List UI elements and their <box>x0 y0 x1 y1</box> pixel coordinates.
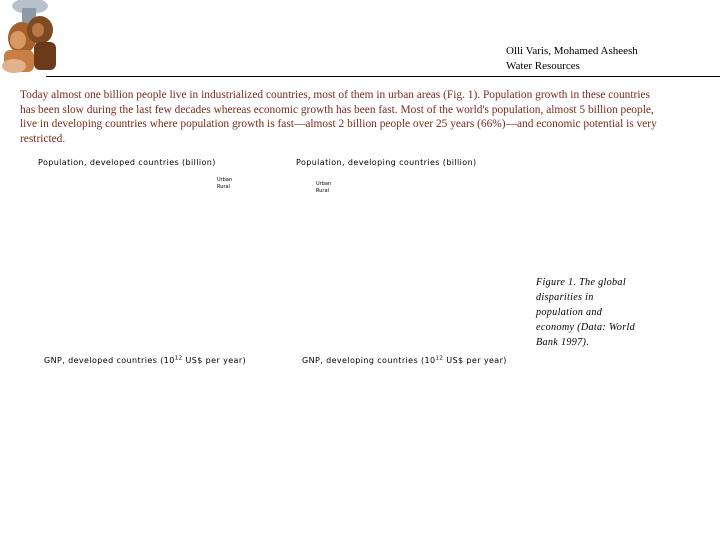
header-divider <box>46 76 720 77</box>
organization-name: Water Resources <box>506 60 580 72</box>
intro-paragraph: Today almost one billion people live in industrialized countries, most of them in urban areas (Fig. 1). Population growth in these countries has been slow during the last few decades whereas economic growth has been fast. Most of the world's population, almost 5 billion people, live in developing countries where population growth is fast—almost 2 billion people over 25 years (66%)—and economic potential is very restricted. <box>20 89 657 145</box>
legend-item-rural: Rural <box>217 184 230 190</box>
figure-caption: Figure 1. The global disparities in population and economy (Data: World Bank 1997). <box>536 277 635 348</box>
chart-title-pop-developed: Population, developed countries (billion) <box>38 158 216 167</box>
legend-pop-developed <box>217 177 232 191</box>
header-block <box>506 44 638 74</box>
legend-pop-developing <box>316 181 331 195</box>
children-photo <box>0 0 60 76</box>
legend-item-urban: Urban <box>316 181 332 187</box>
legend-item-urban: Urban <box>217 177 233 183</box>
legend-item-rural: Rural <box>316 188 329 194</box>
chart-title-gnp-developed: GNP, developed countries ($10^{12}$ US$ per year) <box>44 355 247 365</box>
chart-title-gnp-developing: GNP, developing countries ($10^{12}$ US$ per year) <box>302 355 507 365</box>
chart-title-pop-developing: Population, developing countries (billion) <box>296 158 477 167</box>
author-names: Olli Varis, Mohamed Asheesh <box>506 45 638 57</box>
